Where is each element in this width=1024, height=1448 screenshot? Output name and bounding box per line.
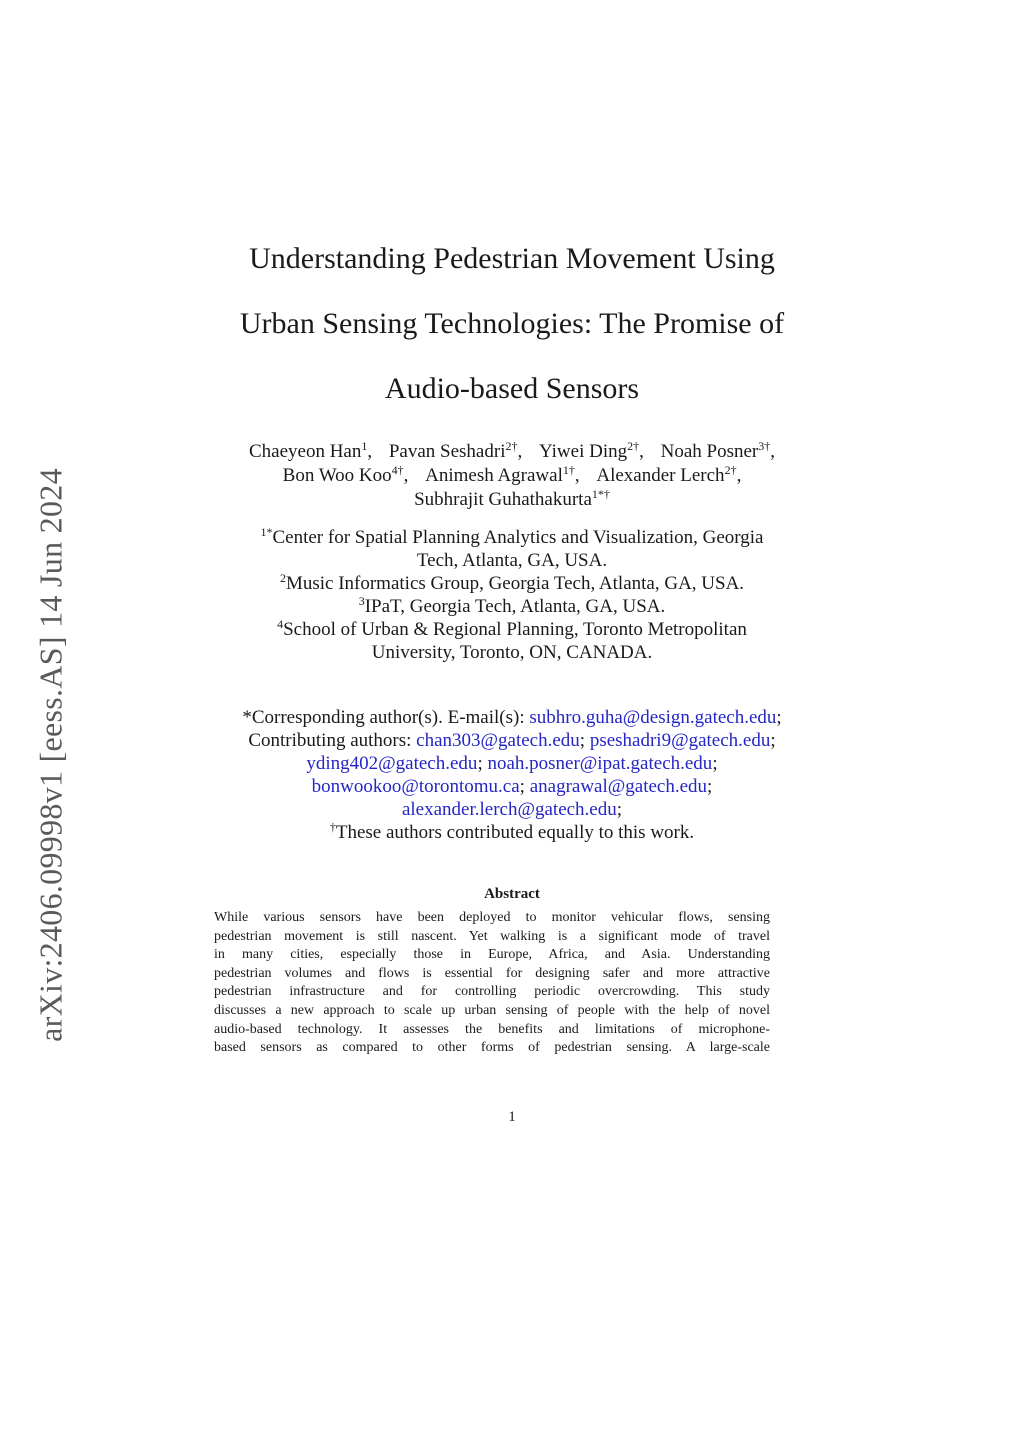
email-link[interactable]: alexander.lerch@gatech.edu	[401, 799, 617, 820]
author: Yiwei Ding$^{2\dagger}$,	[538, 439, 644, 462]
abstract-line: pedestrian infrastructure and for controlling periodic overcrowding. This study	[214, 984, 770, 1000]
affiliation-line: Tech, Atlanta, GA, USA.	[416, 550, 608, 571]
author-line	[0, 464, 1024, 487]
title-line: Audio-based Sensors	[384, 372, 640, 405]
author: Noah Posner$^{3\dagger}$,	[660, 439, 776, 462]
email-link[interactable]: bonwookoo@torontomu.ca	[311, 776, 520, 797]
email-link[interactable]: pseshadri9@gatech.edu	[589, 730, 771, 751]
corresponding-line: *Corresponding author(s). E-mail(s): subhro.guha@design.gatech.edu;	[242, 707, 782, 728]
abstract-line: based sensors as compared to other forms of pedestrian sensing. A large-scale	[214, 1040, 770, 1056]
author-line	[0, 440, 1024, 463]
dagger-mark: †	[329, 820, 336, 834]
affiliation-line: University, Toronto, ON, CANADA.	[371, 642, 653, 663]
author-line	[0, 488, 1024, 511]
title-line: Urban Sensing Technologies: The Promise of	[239, 307, 785, 340]
abstract-line: pedestrian volumes and flows is essential for designing safer and more attractive	[214, 965, 770, 981]
title-line: Understanding Pedestrian Movement Using	[249, 242, 775, 275]
author: Chaeyeon Han$^1$,	[248, 439, 373, 462]
author: Subhrajit Guhathakurta$^{1*\dagger}$	[414, 487, 610, 510]
abstract-line: discusses a new approach to scale up urban sensing of people with the help of novel	[214, 1002, 770, 1018]
email-link[interactable]: subhro.guha@design.gatech.edu	[529, 707, 777, 728]
author: Pavan Seshadri$^{2\dagger}$,	[388, 439, 523, 462]
email-link[interactable]: yding402@gatech.edu	[306, 753, 478, 774]
email-link[interactable]: noah.posner@ipat.gatech.edu	[487, 753, 713, 774]
abstract-line: While various sensors have been deployed to monitor vehicular flows, sensing	[214, 910, 770, 925]
abstract-line: pedestrian movement is still nascent. Yet walking is a significant mode of travel	[214, 928, 770, 944]
equal-contribution-note: †These authors contributed equally to this work.	[329, 820, 695, 843]
email-line: bonwookoo@torontomu.ca; anagrawal@gatech.edu;	[311, 776, 713, 797]
affiliation-line: $^4$School of Urban & Regional Planning, Toronto Metropolitan	[277, 617, 747, 640]
author: Alexander Lerch$^{2\dagger}$,	[596, 463, 742, 486]
email-line: alexander.lerch@gatech.edu;	[401, 799, 623, 820]
contributing-line: Contributing authors: chan303@gatech.edu; pseshadri9@gatech.edu;	[248, 730, 776, 751]
arxiv-stamp-text: arXiv:2406.09998v1 [eess.AS] 14 Jun 2024	[32, 468, 69, 1042]
author: Bon Woo Koo$^{4\dagger}$,	[282, 463, 409, 486]
page-number: 1	[508, 1109, 516, 1125]
abstract-body	[214, 909, 770, 1058]
abstract-line: in many cities, especially those in Europe, Africa, and Asia. Understanding	[214, 947, 770, 963]
email-line: yding402@gatech.edu; noah.posner@ipat.gatech.edu;	[306, 753, 718, 774]
author: Animesh Agrawal$^{1\dagger}$,	[425, 463, 580, 486]
email-link[interactable]: anagrawal@gatech.edu	[529, 776, 708, 797]
abstract-heading: Abstract	[484, 886, 540, 902]
affiliation-line: $^{1*}$Center for Spatial Planning Analytics and Visualization, Georgia	[260, 525, 764, 548]
abstract-line: audio-based technology. It assesses the benefits and limitations of microphone-	[214, 1021, 770, 1037]
affiliation-line: $^3$IPaT, Georgia Tech, Atlanta, GA, USA.	[358, 594, 666, 617]
affiliation-line: $^2$Music Informatics Group, Georgia Tech, Atlanta, GA, USA.	[279, 571, 745, 594]
email-link[interactable]: chan303@gatech.edu	[416, 730, 580, 751]
